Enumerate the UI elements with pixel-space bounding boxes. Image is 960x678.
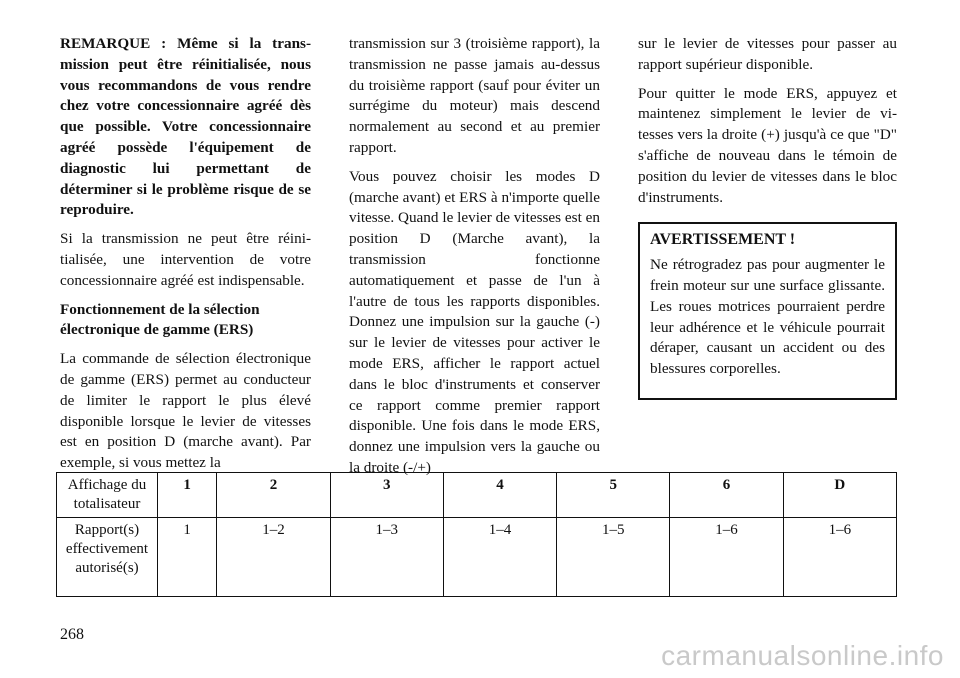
warning-title: AVERTISSEMENT ! (650, 231, 796, 249)
table-cell: 5 (557, 473, 670, 518)
section-heading: Fonctionnement de la sélection électronique de gamme (ERS) (60, 300, 260, 339)
column-right (638, 34, 897, 400)
table-cell: 1–2 (217, 518, 330, 597)
note-paragraph: REMARQUE : Même si la transmission peut être réinitialisée, nous vous recommandons de vous rendre chez votre concessionnaire agréé dès que possible. Votre concessionnaire agréé possède l'équipement de diagnostic lui permettant de déterminer si le problème risque de se reproduire. (60, 35, 311, 219)
ers-gear-table (56, 472, 897, 597)
upshift-paragraph: sur le levier de vitesses pour passer au rapport supérieur disponible. (638, 35, 897, 73)
table-cell: 1–3 (330, 518, 443, 597)
modes-paragraph: Vous pouvez choisir les modes D (marche avant) et ERS à n'importe quelle vitesse. Quand le levier de vitesses est en position D (Marche avant), la transmission fonctionne automatiquement et passe de l'un à l'autre de tous les rapports disponibles. Donnez une impulsion sur la gauche (-) sur le levier de vitesses pour activer le mode ERS, afficher le rapport actuel dans le bloc d'instruments et conserver ce rapport comme premier rapport disponible. Une fois dans le mode ERS, donnez une impulsion vers la gauche ou la droite (-/+) (349, 167, 600, 476)
table-cell: 1 (158, 518, 217, 597)
warning-box (638, 222, 897, 400)
column-left (60, 34, 311, 482)
column-middle (349, 34, 600, 487)
table-cell: 2 (217, 473, 330, 518)
warning-text: Ne rétrogradez pas pour augmenter le frein moteur sur une surface glissante. Les roues motrices pourraient perdre leur adhérence et le véhicule pourrait déraper, causant un accident ou des blessures corporelles. (650, 256, 885, 378)
table-cell: 1–6 (670, 518, 783, 597)
table-header-cell: Affichage du totalisateur (57, 473, 158, 518)
table-cell: 1 (158, 473, 217, 518)
table-cell: 4 (443, 473, 556, 518)
table-header-cell: Rapport(s) effectivement autorisé(s) (57, 518, 158, 597)
table-cell: 6 (670, 473, 783, 518)
reset-paragraph: Si la transmission ne peut être réinitialisée, une intervention de votre concessionnaire agréé est indispensable. (60, 230, 311, 289)
table-cell: 1–6 (783, 518, 896, 597)
table-cell: 1–4 (443, 518, 556, 597)
table-row (57, 518, 897, 597)
table-row (57, 473, 897, 518)
table-cell: D (783, 473, 896, 518)
table-cell: 1–5 (557, 518, 670, 597)
exit-ers-paragraph: Pour quitter le mode ERS, appuyez et maintenez simplement le levier de vitesses vers la droite (+) jusqu'à ce que "D" s'affiche de nouveau dans le témoin de position du levier de vitesses dans le bloc d'instruments. (638, 84, 897, 206)
page-number: 268 (60, 626, 84, 643)
ers-intro-paragraph: La commande de sélection électronique de gamme (ERS) permet au conducteur de limiter le rapport le plus élevé disponible lorsque le levier de vitesses est en position D (marche avant). Par exemple, si vous mettez la (60, 350, 311, 472)
table-cell: 3 (330, 473, 443, 518)
transmission-paragraph: transmission sur 3 (troisième rapport), la transmission ne passe jamais au-dessus du troisième rapport (sauf pour éviter un surrégime du moteur) mais descend normalement au second et au premier rapport. (349, 35, 600, 156)
watermark: carmanualsonline.info (661, 640, 944, 671)
